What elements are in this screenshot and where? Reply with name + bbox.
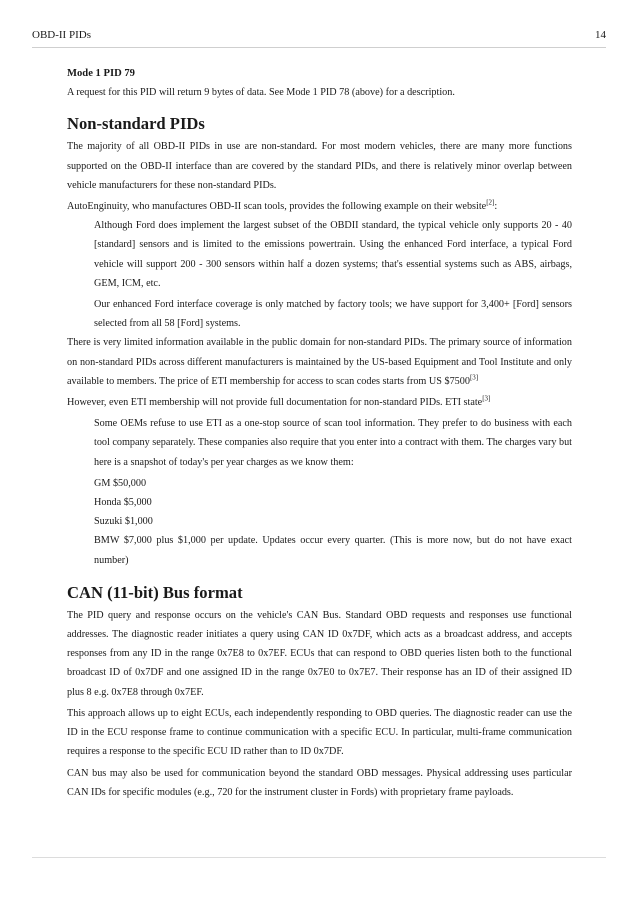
pid79-text: A request for this PID will return 9 bytes of data. See Mode 1 PID 78 (above) for a description. (67, 87, 455, 99)
nonstandard-paragraph-2 (67, 197, 572, 216)
charge-item: Honda $5,000 (94, 497, 152, 509)
can-paragraph-1: The PID query and response occurs on the vehicle's CAN Bus. Standard OBD requests and responses use functional addresses. The diagnostic reader initiates a query using CAN ID 0x7DF, which acts as a broadcast address, and accepts responses from any ID in the range 0x7E8 to 0x7EF. ECUs that can respond to OBD queries listen both to the functional broadcast ID of 0x7DF and one assigned ID in the range 0x7E0 to 0x7E7. Their response has an ID of their assigned ID plus 8 e.g. 0x7E8 through 0x7EF. (67, 609, 572, 698)
nonstandard-paragraph-4 (67, 393, 572, 412)
page-content (67, 64, 572, 802)
paragraph-text: However, even ETI membership will not provide full documentation for non-standard PIDs. ETI state (67, 397, 483, 409)
can-paragraph-2: This approach allows up to eight ECUs, each independently responding to OBD queries. The diagnostic reader can use the ID in the ECU response frame to continue communication with a specific ECU. In particular, multi-frame communication requires a response to the specific ECU ID rather than to ID 0x7DF. (67, 707, 572, 758)
running-title: OBD-II PIDs (32, 29, 91, 41)
blockquote-eti (94, 414, 572, 570)
quote-paragraph-1: Although Ford does implement the largest subset of the OBDII standard, the typical vehicle only supports 20 - 40 [standard] sensors and is limited to the emissions powertrain. Using the enhanced Ford interface, a typical Ford vehicle will support 200 - 300 sensors within half a dozen systems; that's essential systems such as ABS, airbags, GEM, ICM, etc. (94, 220, 572, 289)
charge-item: GM $50,000 (94, 477, 147, 489)
nonstandard-heading: Non-standard PIDs (67, 114, 205, 134)
citation-link[interactable]: [3] (482, 394, 491, 403)
page-header (32, 29, 606, 48)
citation-link[interactable]: [3] (469, 373, 479, 382)
pid79-heading: Mode 1 PID 79 (67, 68, 135, 79)
paragraph-text: AutoEnginuity, who manufactures OBD-II scan tools, provides the following example on their website (67, 201, 487, 213)
citation-link[interactable]: [2] (486, 198, 495, 207)
blockquote-ford (94, 216, 572, 333)
paragraph-punctuation: : (494, 201, 498, 213)
paragraph-text: There is very limited information available in the public domain for non-standard PIDs. The primary source of information on non-standard PIDs across different manufacturers is maintained by the US-based Equipment and Tool Institute and only available to members. The price of ETI membership for access to scan codes starts from US $7500 (67, 337, 572, 387)
can-paragraph-3: CAN bus may also be used for communication beyond the standard OBD messages. Physical addressing uses particular CAN IDs for specific modules (e.g., 720 for the instrument cluster in Fords) with proprietary frame payloads. (67, 767, 572, 798)
footer-divider (32, 857, 606, 858)
quote-paragraph-2: Our enhanced Ford interface coverage is only matched by factory tools; we have support for 3,400+ [Ford] sensors selected from all 58 [Ford] systems. (94, 299, 572, 330)
can-heading: CAN (11-bit) Bus format (67, 582, 243, 602)
charge-item: Suzuki $1,000 (94, 516, 153, 528)
nonstandard-paragraph-3 (67, 333, 572, 391)
quote-paragraph-3: Some OEMs refuse to use ETI as a one-stop source of scan tool information. They prefer to do business with each tool company separately. These companies also require that you enter into a contract with them. The charges vary but here is a snapshot of today's per year charges as we know them: (94, 418, 572, 468)
charge-item: BMW $7,000 plus $1,000 per update. Updates occur every quarter. (This is more now, but do not have exact number) (94, 535, 572, 566)
nonstandard-paragraph-1: The majority of all OBD-II PIDs in use are non-standard. For most modern vehicles, there are many more functions supported on the OBD-II interface than are covered by the standard PIDs, and there is relatively minor overlap between vehicle manufacturers for these non-standard PIDs. (67, 141, 572, 191)
page-number: 14 (595, 29, 606, 41)
